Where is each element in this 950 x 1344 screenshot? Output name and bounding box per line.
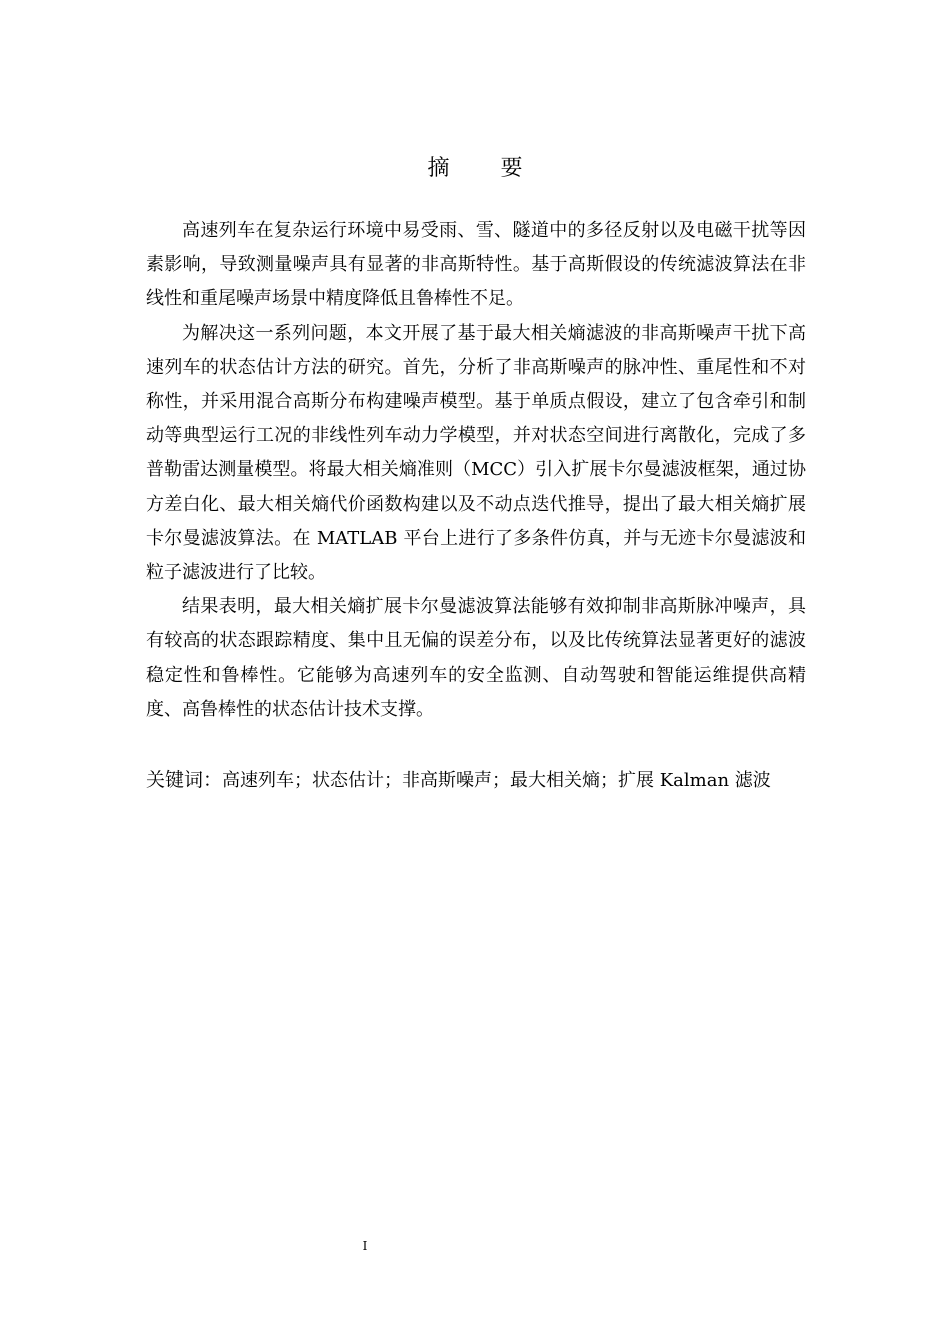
abstract-paragraph-2: 为解决这一系列问题，本文开展了基于最大相关熵滤波的非高斯噪声干扰下高速列车的状态估计方法的研究。首先，分析了非高斯噪声的脉冲性、重尾性和不对称性，并采用混合高斯分布构建噪声模型。基于单质点假设，建立了包含牵引和制动等典型运行工况的非线性列车动力学模型，并对状态空间进行离散化，完成了多普勒雷达测量模型。将最大相关熵准则（MCC）引入扩展卡尔曼滤波框架，通过协方差白化、最大相关熵代价函数构建以及不动点迭代推导，提出了最大相关熵扩展卡尔曼滤波算法。在 MATLAB 平台上进行了多条件仿真，并与无迹卡尔曼滤波和粒子滤波进行了比较。	[146, 322, 806, 584]
abstract-body	[146, 214, 806, 727]
abstract-title: 摘 要	[427, 156, 545, 181]
keywords-line	[146, 763, 816, 798]
abstract-paragraph-1: 高速列车在复杂运行环境中易受雨、雪、隧道中的多径反射以及电磁干扰等因素影响，导致测量噪声具有显著的非高斯特性。基于高斯假设的传统滤波算法在非线性和重尾噪声场景中精度降低且鲁棒性不足。	[146, 220, 806, 310]
keywords-text: 高速列车；状态估计；非高斯噪声；最大相关熵；扩展 Kalman 滤波	[222, 770, 771, 791]
abstract-paragraph-3: 结果表明，最大相关熵扩展卡尔曼滤波算法能够有效抑制非高斯脉冲噪声，具有较高的状态跟踪精度、集中且无偏的误差分布，以及比传统算法显著更好的滤波稳定性和鲁棒性。它能够为高速列车的安全监测、自动驾驶和智能运维提供高精度、高鲁棒性的状态估计技术支撑。	[146, 596, 806, 720]
keywords-label: 关键词：	[146, 769, 223, 791]
page-number: I	[362, 1239, 368, 1253]
